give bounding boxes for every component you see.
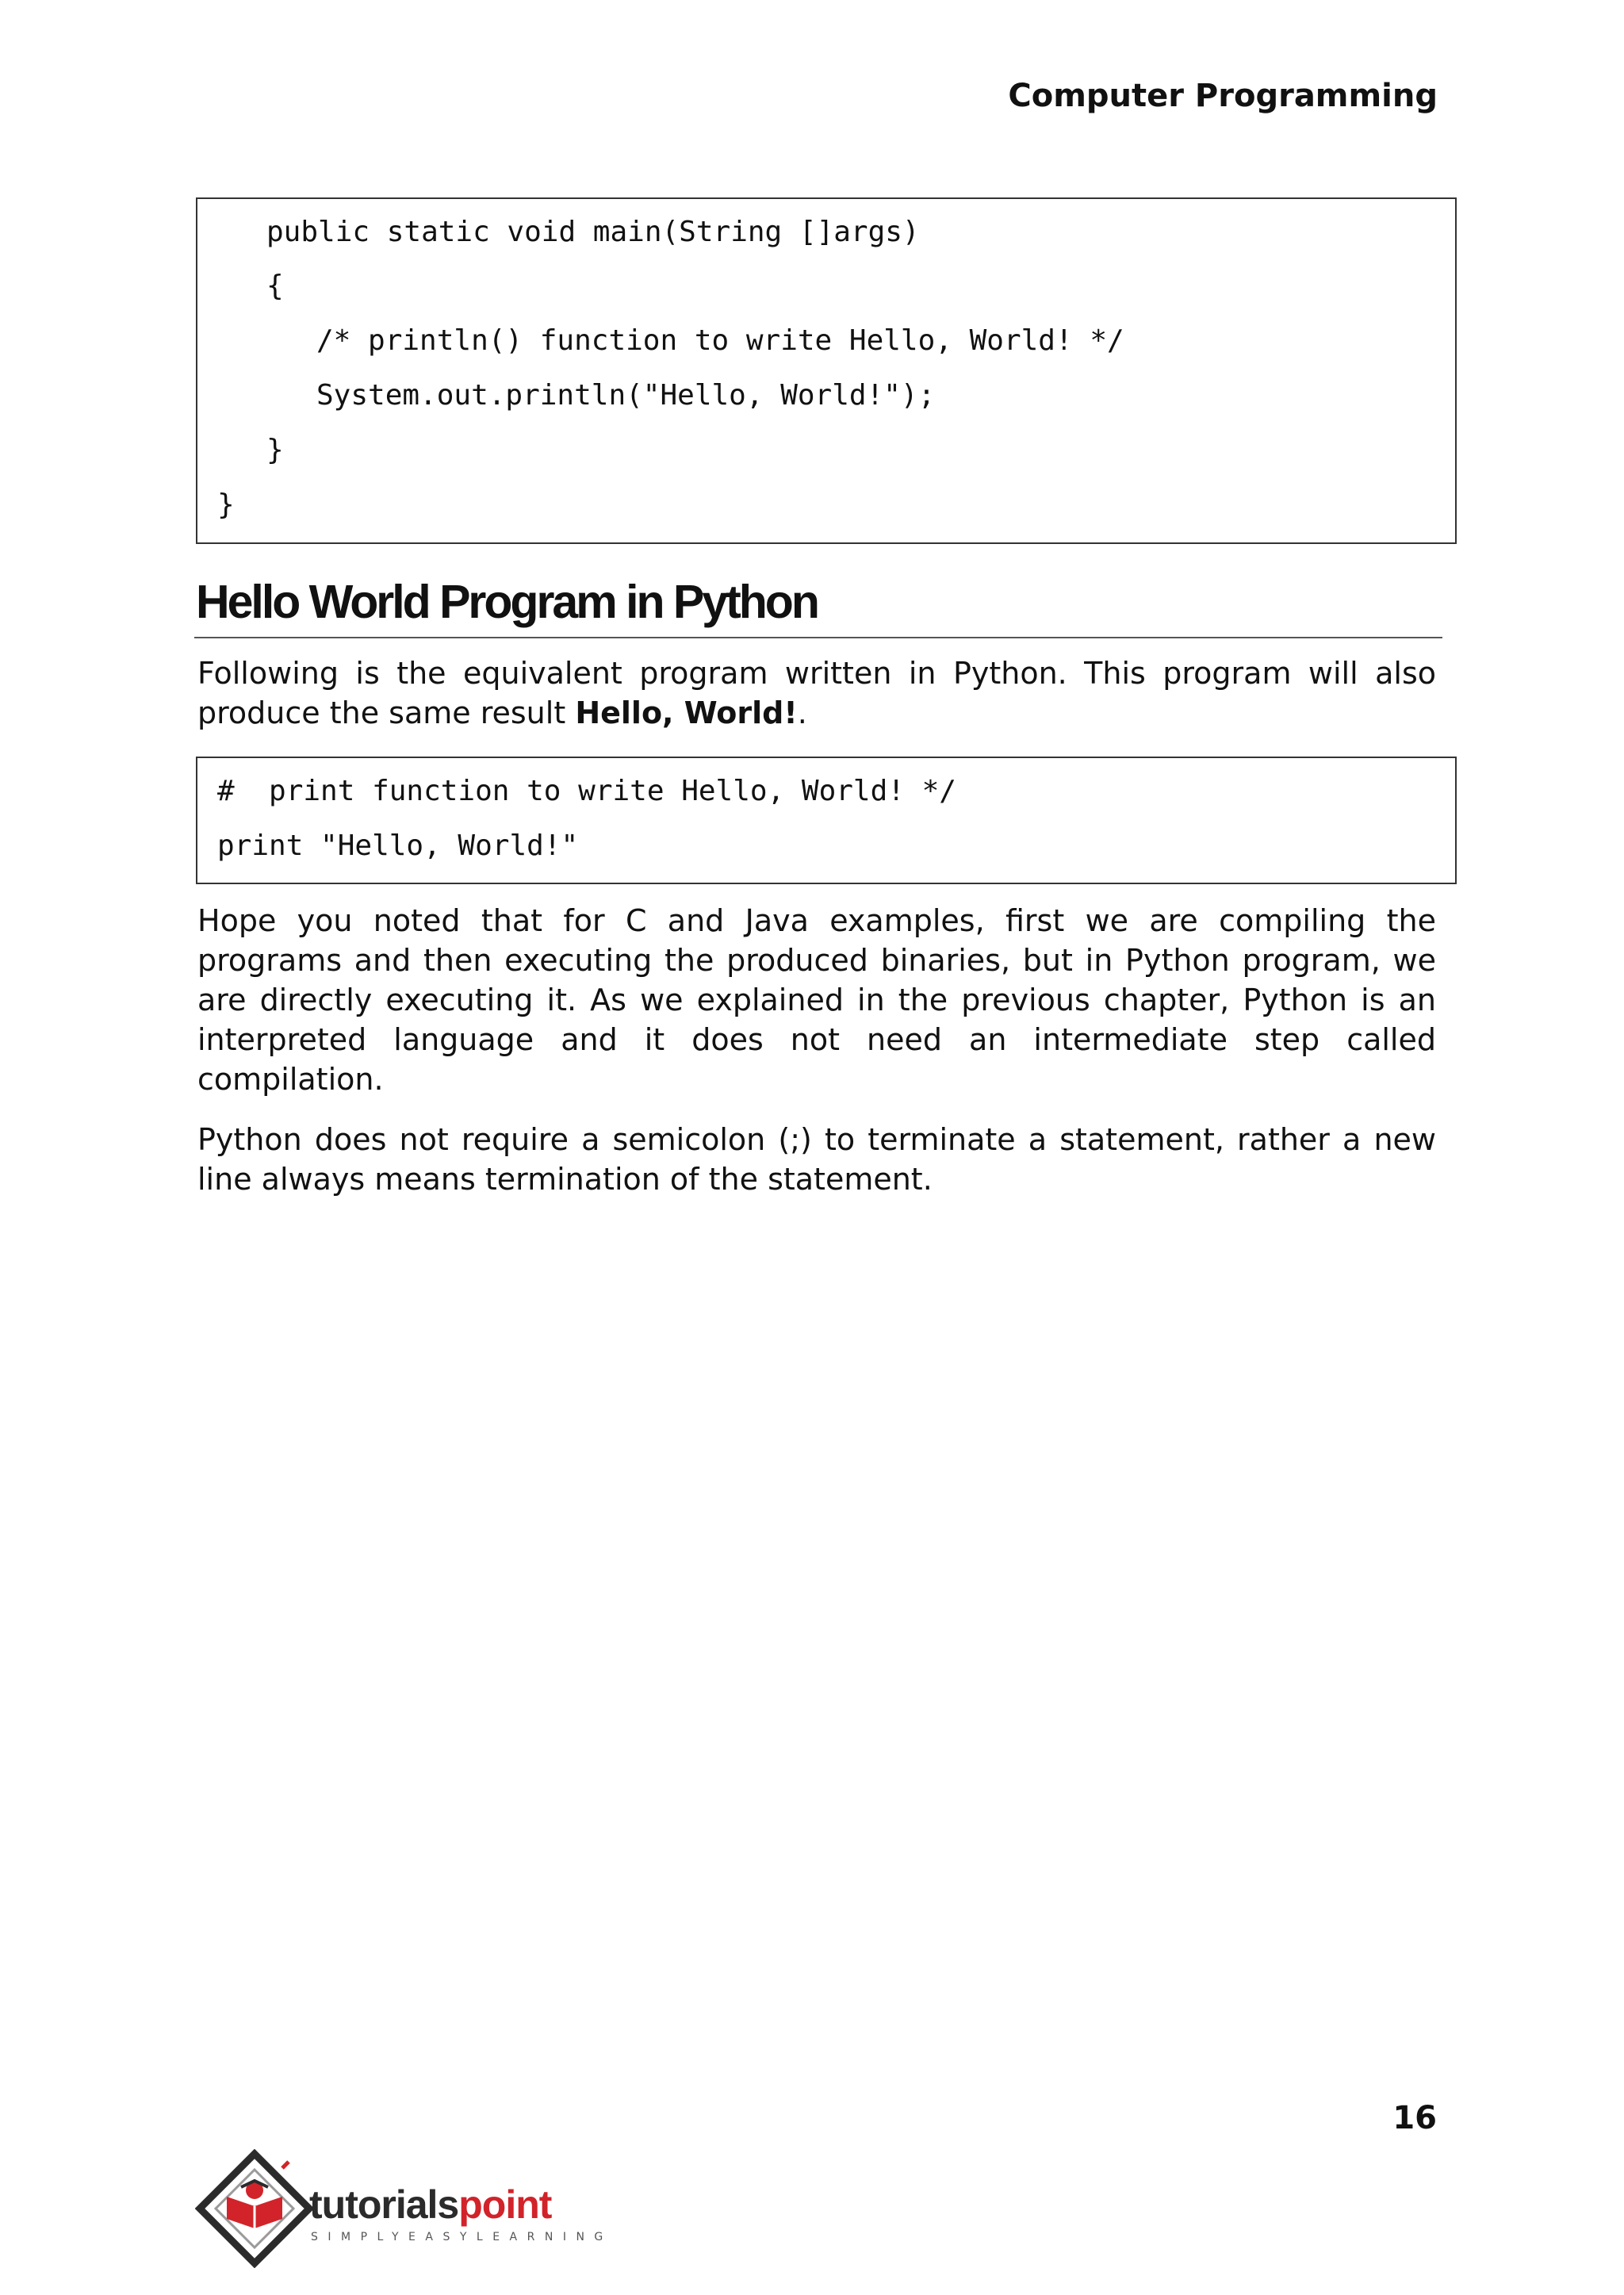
code-line: { (266, 270, 284, 302)
logo-word-part: tutorials (309, 2182, 459, 2227)
paragraph-line: programs and then executing the produced binaries, but in Python program, we (197, 943, 1436, 978)
explanation-paragraph (197, 901, 1436, 1099)
paragraph-line: Python does not require a semicolon (;) to terminate a statement, rather a new (197, 1122, 1436, 1157)
paragraph-line: Following is the equivalent program written in Python. This program will also (197, 656, 1436, 691)
code-line: print "Hello, World!" (217, 829, 579, 862)
python-code-block (196, 757, 1457, 884)
logo-wordmark (309, 2182, 551, 2227)
page-number: 16 (1392, 2100, 1437, 2136)
code-line: } (266, 434, 284, 466)
semicolon-paragraph (197, 1120, 1436, 1199)
code-line: System.out.println("Hello, World!"); (316, 379, 936, 412)
bold-text: Hello, World! (575, 695, 798, 730)
logo-word-part: point (458, 2182, 552, 2227)
paragraph-line: line always means termination of the statement. (197, 1162, 933, 1197)
paragraph-line (197, 693, 1436, 733)
tutorialspoint-logo-icon (195, 2149, 314, 2268)
section-heading: Hello World Program in Python (196, 576, 818, 628)
heading-underline (194, 637, 1442, 638)
text-run: produce the same result (197, 695, 576, 730)
running-header-title: Computer Programming (1008, 78, 1438, 114)
paragraph-line: compilation. (197, 1062, 384, 1097)
paragraph-line: are directly executing it. As we explained in the previous chapter, Python is an (197, 983, 1436, 1017)
paragraph-line: interpreted language and it does not need an intermediate step called (197, 1022, 1436, 1057)
text-run: . (797, 695, 807, 730)
logo-tagline: SIMPLYEASYLEARNING (311, 2231, 613, 2243)
code-line: public static void main(String []args) (266, 216, 920, 248)
intro-paragraph (197, 653, 1436, 733)
paragraph-line: Hope you noted that for C and Java examples, first we are compiling the (197, 903, 1436, 938)
code-line: /* println() function to write Hello, World! */ (316, 324, 1124, 357)
code-line: } (217, 489, 235, 521)
java-code-block (196, 197, 1457, 544)
code-line: # print function to write Hello, World! */ (217, 775, 956, 807)
